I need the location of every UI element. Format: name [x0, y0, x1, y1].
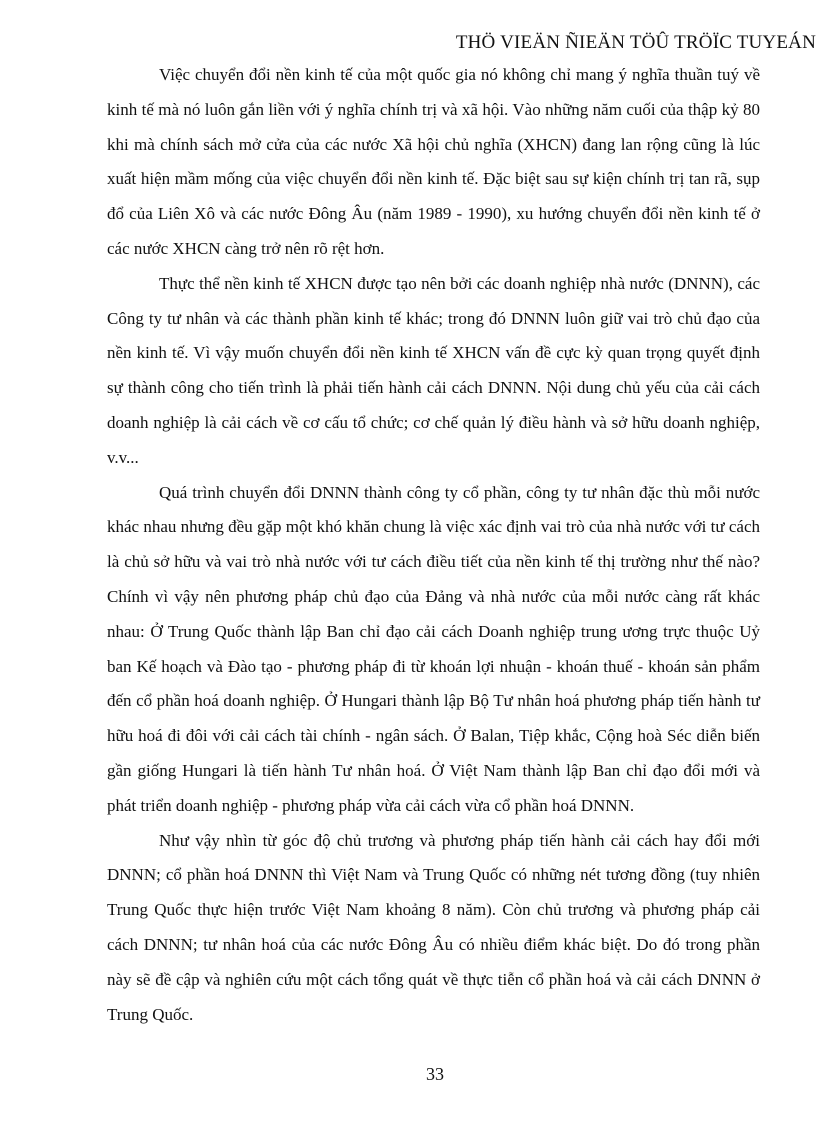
- paragraph-2: Thực thể nền kinh tế XHCN được tạo nên bởi các doanh nghiệp nhà nước (DNNN), các Công ty tư nhân và các thành phần kinh tế khác; trong đó DNNN luôn giữ vai trò chủ đạo của nền kinh tế. Vì vậy muốn chuyển đổi nền kinh tế XHCN vấn đề cực kỳ quan trọng quyết định sự thành công cho tiến trình là phải tiến hành cải cách DNNN. Nội dung chủ yếu của cải cách doanh nghiệp là cải cách về cơ cấu tổ chức; cơ chế quản lý điều hành và sở hữu doanh nghiệp, v.v...: [107, 273, 760, 467]
- document-body: [107, 58, 760, 1032]
- paragraph-4: Như vậy nhìn từ góc độ chủ trương và phương pháp tiến hành cải cách hay đổi mới DNNN; cổ phần hoá DNNN thì Việt Nam và Trung Quốc có những nét tương đồng (tuy nhiên Trung Quốc thực hiện trước Việt Nam khoảng 8 năm). Còn chủ trương và phương pháp cải cách DNNN; tư nhân hoá của các nước Đông Âu có nhiều điểm khác biệt. Do đó trong phần này sẽ đề cập và nghiên cứu một cách tổng quát về thực tiễn cổ phần hoá và cải cách DNNN ở Trung Quốc.: [107, 830, 760, 1024]
- page-number: 33: [426, 1064, 444, 1084]
- paragraph-3: Quá trình chuyển đổi DNNN thành công ty cổ phần, công ty tư nhân đặc thù mỗi nước khác nhau nhưng đều gặp một khó khăn chung là việc xác định vai trò của nhà nước với tư cách là chủ sở hữu và vai trò nhà nước với tư cách điều tiết của nền kinh tế thị trường như thế nào? Chính vì vậy nên phương pháp chủ đạo của Đảng và nhà nước của mỗi nước càng rất khác nhau: Ở Trung Quốc thành lập Ban chỉ đạo cải cách Doanh nghiệp trung ương trực thuộc Uỷ ban Kế hoạch và Đào tạo - phương pháp đi từ khoán lợi nhuận - khoán thuế - khoán sản phẩm đến cổ phần hoá doanh nghiệp. Ở Hungari thành lập Bộ Tư nhân hoá phương pháp tiến hành tư hữu hoá đi đôi với cải cách tài chính - ngân sách. Ở Balan, Tiệp khắc, Cộng hoà Séc diễn biến gần giống Hungari là tiến hành Tư nhân hoá. Ở Việt Nam thành lập Ban chỉ đạo đổi mới và phát triển doanh nghiệp - phương pháp vừa cải cách vừa cổ phần hoá DNNN.: [107, 482, 760, 815]
- running-header: THÖ VIEÄN ÑIEÄN TÖÛ TRÖÏC TUYEÁN: [455, 32, 816, 53]
- paragraph-1: Việc chuyển đổi nền kinh tế của một quốc gia nó không chỉ mang ý nghĩa thuần tuý về kinh tế mà nó luôn gắn liền với ý nghĩa chính trị và xã hội. Vào những năm cuối của thập kỷ 80 khi mà chính sách mở cửa của các nước Xã hội chủ nghĩa (XHCN) đang lan rộng cũng là lúc xuất hiện mầm mống của việc chuyển đổi nền kinh tế. Đặc biệt sau sự kiện chính trị tan rã, sụp đổ của Liên Xô và các nước Đông Âu (năm 1989 - 1990), xu hướng chuyển đổi nền kinh tế ở các nước XHCN càng trở nên rõ rệt hơn.: [107, 65, 760, 258]
